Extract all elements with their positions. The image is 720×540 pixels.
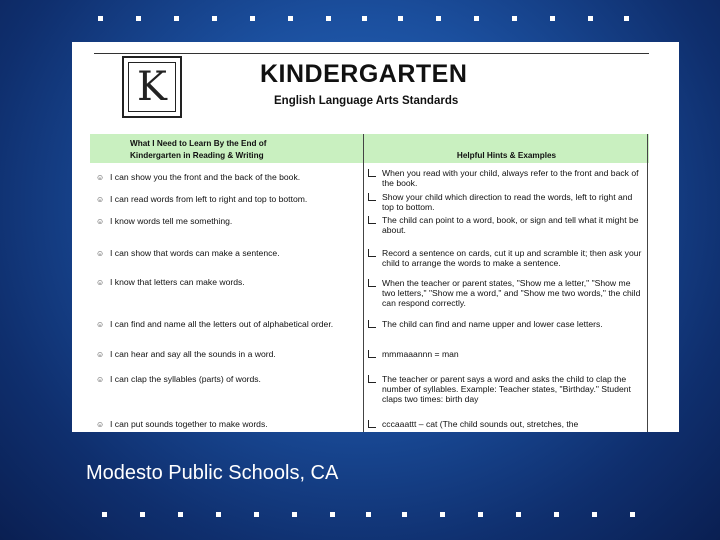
bottom-dot-row bbox=[0, 512, 720, 518]
k-logo bbox=[122, 56, 182, 118]
standard-text: I can find and name all the letters out of alphabetical order. bbox=[110, 319, 334, 329]
smiley-icon: ☺ bbox=[96, 249, 105, 258]
standard-text: I know words tell me something. bbox=[110, 216, 233, 226]
checkbox-icon bbox=[368, 375, 376, 383]
smiley-icon: ☺ bbox=[96, 195, 105, 204]
top-dot-row bbox=[0, 16, 720, 22]
document-image bbox=[72, 42, 679, 432]
header-left-line2: Kindergarten in Reading & Writing bbox=[130, 151, 264, 160]
hint-text: The child can point to a word, book, or sign and tell what it might be about. bbox=[382, 215, 639, 235]
hint-text: Show your child which direction to read the words, left to right and top to bottom. bbox=[382, 192, 633, 212]
checkbox-icon bbox=[368, 169, 376, 177]
standard-text: I can hear and say all the sounds in a word. bbox=[110, 349, 276, 359]
checkbox-icon bbox=[368, 216, 376, 224]
smiley-icon: ☺ bbox=[96, 420, 105, 429]
header-left-line1: What I Need to Learn By the End of bbox=[130, 139, 267, 148]
checkbox-icon bbox=[368, 320, 376, 328]
standard-text: I can put sounds together to make words. bbox=[110, 419, 268, 429]
hint-text: When the teacher or parent states, "Show me a letter," "Show me two letters," "Show me a word," and "Show me two words," the child can respond correctly. bbox=[382, 278, 641, 308]
header-right: Helpful Hints & Examples bbox=[364, 134, 649, 163]
smiley-icon: ☺ bbox=[96, 320, 105, 329]
checkbox-icon bbox=[368, 279, 376, 287]
standards-table bbox=[90, 134, 649, 432]
standard-text: I can show you the front and the back of the book. bbox=[110, 172, 301, 182]
hint-text: mmmaaannn = man bbox=[382, 349, 459, 359]
standard-text: I can show that words can make a sentence. bbox=[110, 248, 280, 258]
document-subtitle: English Language Arts Standards bbox=[274, 95, 459, 107]
smiley-icon: ☺ bbox=[96, 375, 105, 384]
standard-text: I can clap the syllables (parts) of words. bbox=[110, 374, 261, 384]
smiley-icon: ☺ bbox=[96, 173, 105, 182]
standard-text: I know that letters can make words. bbox=[110, 277, 245, 287]
k-logo-letter: K bbox=[128, 62, 176, 112]
hint-text: cccaaattt – cat (The child sounds out, stretches, the bbox=[382, 419, 579, 429]
smiley-icon: ☺ bbox=[96, 278, 105, 287]
smiley-icon: ☺ bbox=[96, 217, 105, 226]
checkbox-icon bbox=[368, 350, 376, 358]
hint-text: The child can find and name upper and lower case letters. bbox=[382, 319, 603, 329]
smiley-icon: ☺ bbox=[96, 350, 105, 359]
hint-text: Record a sentence on cards, cut it up and scramble it; then ask your child to arrange the words to make a sentence. bbox=[382, 248, 642, 268]
hint-text: The teacher or parent says a word and asks the child to clap the number of syllables. Example: Teacher states, "Birthday." Student claps two times: birth day bbox=[382, 374, 631, 404]
document-title: KINDERGARTEN bbox=[260, 60, 468, 88]
checkbox-icon bbox=[368, 420, 376, 428]
checkbox-icon bbox=[368, 249, 376, 257]
slide-caption: Modesto Public Schools, CA bbox=[86, 462, 339, 484]
checkbox-icon bbox=[368, 193, 376, 201]
hint-text: When you read with your child, always refer to the front and back of the book. bbox=[382, 168, 639, 188]
top-rule bbox=[94, 53, 649, 54]
standard-text: I can read words from left to right and top to bottom. bbox=[110, 194, 308, 204]
